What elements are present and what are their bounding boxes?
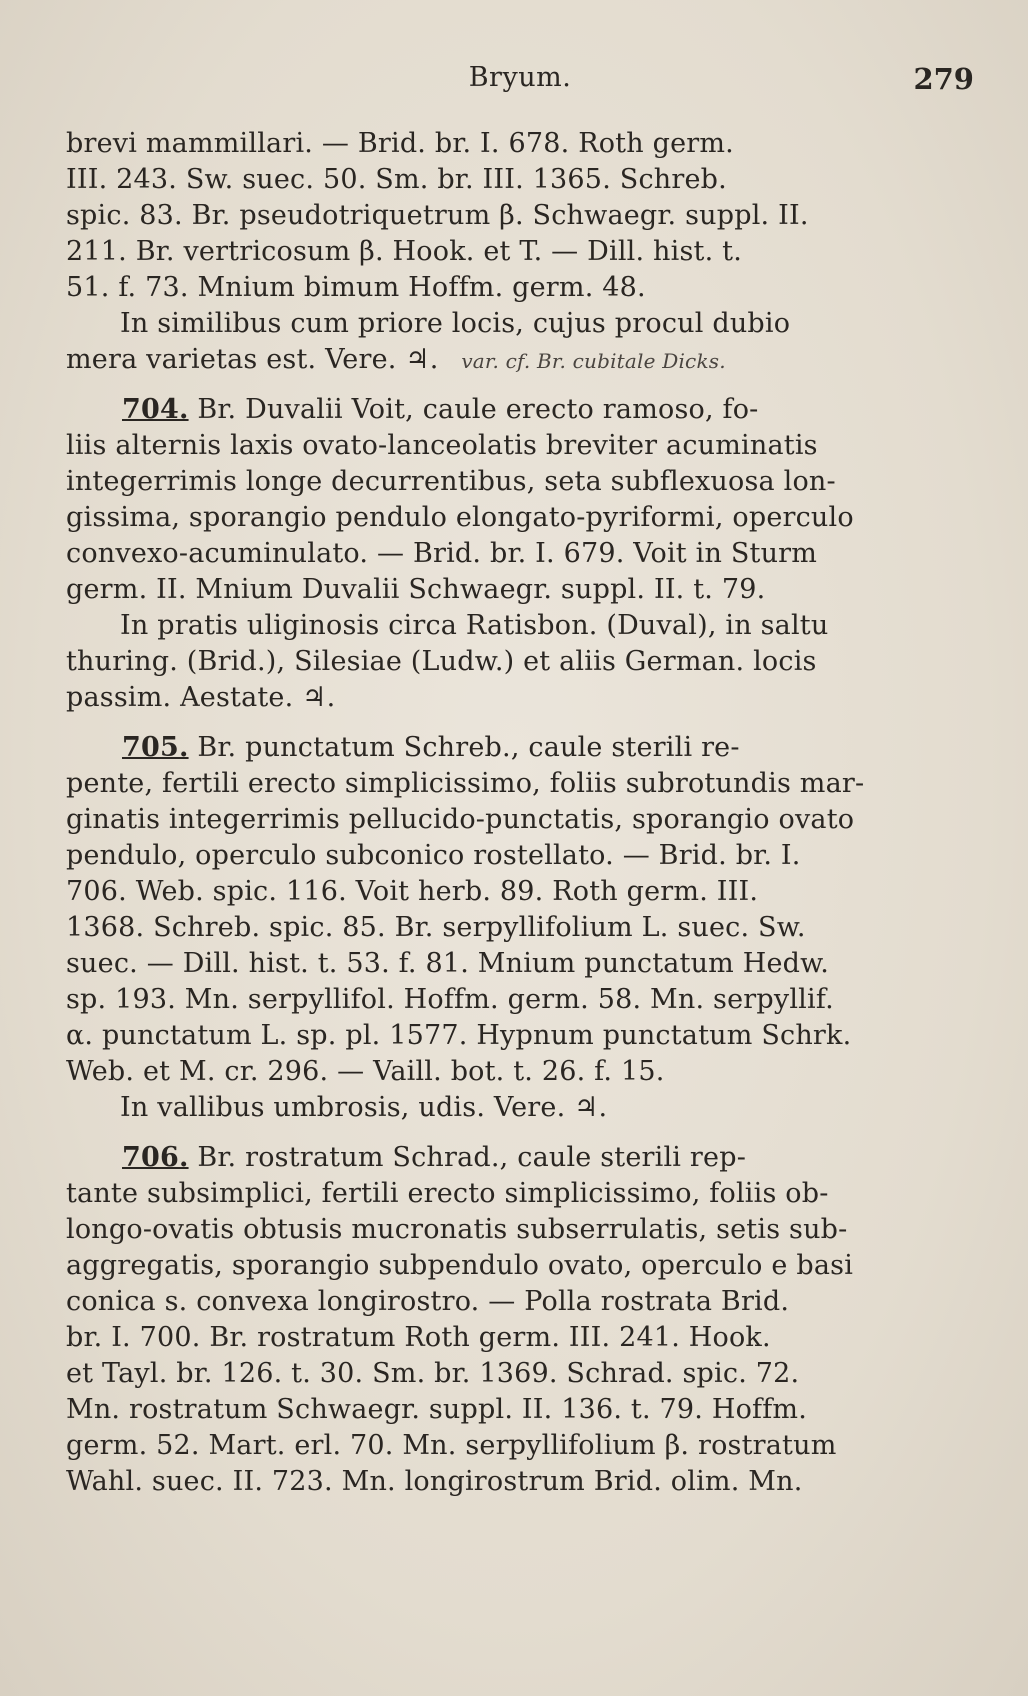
text-line: Web. et M. cr. 296. — Vaill. bot. t. 26. f. 15. bbox=[66, 1056, 665, 1087]
text-line: brevi mammillari. — Brid. br. I. 678. Roth germ. bbox=[66, 128, 734, 159]
text-line: convexo-acuminulato. — Brid. br. I. 679. Voit in Sturm bbox=[66, 538, 818, 569]
entry-heading-line bbox=[66, 392, 974, 428]
entry-heading-line bbox=[66, 730, 974, 766]
text-line: α. punctatum L. sp. pl. 1577. Hypnum punctatum Schrk. bbox=[66, 1020, 852, 1051]
species-heading: Br. rostratum Schrad., caule sterili rep- bbox=[197, 1142, 747, 1173]
entry-number: 704. bbox=[122, 394, 189, 425]
text-line: conica s. convexa longirostro. — Polla rostrata Brid. bbox=[66, 1286, 790, 1317]
running-head: Bryum. bbox=[468, 62, 572, 93]
text-line: ginatis integerrimis pellucido-punctatis, sporangio ovato bbox=[66, 804, 855, 835]
text-line: 706. Web. spic. 116. Voit herb. 89. Roth germ. III. bbox=[66, 876, 759, 907]
habitat-line: In similibus cum priore locis, cujus procul dubio bbox=[120, 308, 791, 339]
entry-number: 706. bbox=[122, 1142, 189, 1173]
text-line: longo-ovatis obtusis mucronatis subserrulatis, setis sub- bbox=[66, 1214, 848, 1245]
text-line: spic. 83. Br. pseudotriquetrum β. Schwaegr. suppl. II. bbox=[66, 200, 809, 231]
entry-704 bbox=[66, 392, 974, 716]
text-line: III. 243. Sw. suec. 50. Sm. br. III. 1365. Schreb. bbox=[66, 164, 727, 195]
text-line: suec. — Dill. hist. t. 53. f. 81. Mnium punctatum Hedw. bbox=[66, 948, 830, 979]
text-line: germ. II. Mnium Duvalii Schwaegr. suppl. II. t. 79. bbox=[66, 574, 766, 605]
text-line: Mn. rostratum Schwaegr. suppl. II. 136. t. 79. Hoffm. bbox=[66, 1394, 807, 1425]
habitat-line: thuring. (Brid.), Silesiae (Ludw.) et aliis German. locis bbox=[66, 646, 817, 677]
text-line: 51. f. 73. Mnium bimum Hoffm. germ. 48. bbox=[66, 272, 646, 303]
text-line: Wahl. suec. II. 723. Mn. longirostrum Brid. olim. Mn. bbox=[66, 1466, 803, 1497]
text-line: br. I. 700. Br. rostratum Roth germ. III. 241. Hook. bbox=[66, 1322, 771, 1353]
text-line: gissima, sporangio pendulo elongato-pyriformi, operculo bbox=[66, 502, 854, 533]
habitat-text: mera varietas est. Vere. ♃. bbox=[66, 344, 439, 375]
entry-703-continued bbox=[66, 126, 974, 378]
entry-number: 705. bbox=[122, 732, 189, 763]
text-line: 211. Br. vertricosum β. Hook. et T. — Dill. hist. t. bbox=[66, 236, 742, 267]
text-line: tante subsimplici, fertili erecto simplicissimo, foliis ob- bbox=[66, 1178, 829, 1209]
text-line: liis alternis laxis ovato-lanceolatis breviter acuminatis bbox=[66, 430, 818, 461]
text-line: aggregatis, sporangio subpendulo ovato, operculo e basi bbox=[66, 1250, 854, 1281]
habitat-line: passim. Aestate. ♃. bbox=[66, 682, 336, 713]
habitat-line: In vallibus umbrosis, udis. Vere. ♃. bbox=[120, 1092, 608, 1123]
text-line: pente, fertili erecto simplicissimo, foliis subrotundis mar- bbox=[66, 768, 865, 799]
entry-705 bbox=[66, 730, 974, 1126]
species-heading: Br. punctatum Schreb., caule sterili re- bbox=[197, 732, 740, 763]
text-line: germ. 52. Mart. erl. 70. Mn. serpyllifolium β. rostratum bbox=[66, 1430, 837, 1461]
page-header bbox=[66, 56, 974, 104]
text-line: sp. 193. Mn. serpyllifol. Hoffm. germ. 58. Mn. serpyllif. bbox=[66, 984, 834, 1015]
text-line: 1368. Schreb. spic. 85. Br. serpyllifolium L. suec. Sw. bbox=[66, 912, 806, 943]
page-number: 279 bbox=[913, 62, 974, 96]
entry-706 bbox=[66, 1140, 974, 1500]
text-line: integerrimis longe decurrentibus, seta subflexuosa lon- bbox=[66, 466, 836, 497]
habitat-line-last bbox=[66, 342, 974, 378]
entry-heading-line bbox=[66, 1140, 974, 1176]
text-line: pendulo, operculo subconico rostellato. — Brid. br. I. bbox=[66, 840, 801, 871]
text-line: et Tayl. br. 126. t. 30. Sm. br. 1369. Schrad. spic. 72. bbox=[66, 1358, 800, 1389]
handwritten-note: var. cf. Br. cubitale Dicks. bbox=[461, 349, 726, 373]
species-heading: Br. Duvalii Voit, caule erecto ramoso, fo- bbox=[197, 394, 759, 425]
habitat-line: In pratis uliginosis circa Ratisbon. (Duval), in saltu bbox=[120, 610, 829, 641]
